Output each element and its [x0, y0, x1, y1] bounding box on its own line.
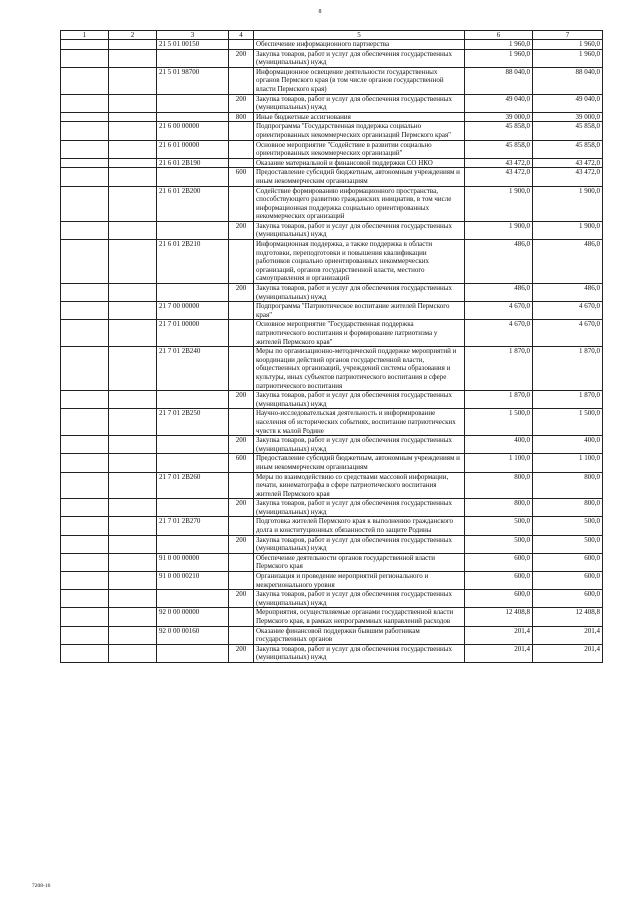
amount-cell: 12 408,8 [533, 608, 603, 626]
target-code-cell [157, 499, 229, 517]
expense-type-cell: 200 [229, 499, 254, 517]
target-code-cell: 21 6 01 2В210 [157, 240, 229, 284]
amount-cell: 201,4 [533, 626, 603, 644]
empty-cell [109, 284, 157, 302]
table-row [61, 221, 603, 239]
table-row [61, 94, 603, 112]
empty-cell [109, 472, 157, 499]
item-name-cell: Основное мероприятие "Содействие в развитии социально ориентированных некоммерческих организаций" [254, 140, 465, 158]
expense-type-cell [229, 626, 254, 644]
target-code-cell: 21 6 01 2В190 [157, 158, 229, 168]
amount-cell: 1 900,0 [533, 221, 603, 239]
target-code-cell [157, 168, 229, 186]
empty-cell [61, 391, 109, 409]
expense-type-cell [229, 472, 254, 499]
item-name-cell: Обеспечение деятельности органов государственной власти Пермского края [254, 553, 465, 571]
expense-type-cell [229, 140, 254, 158]
empty-cell [61, 626, 109, 644]
page-number: 8 [318, 9, 322, 15]
empty-cell [61, 553, 109, 571]
target-code-cell: 92 0 00 00000 [157, 608, 229, 626]
amount-cell: 49 040,0 [465, 94, 533, 112]
expense-type-cell: 800 [229, 112, 254, 122]
target-code-cell [157, 644, 229, 662]
amount-cell: 39 000,0 [533, 112, 603, 122]
empty-cell [109, 608, 157, 626]
target-code-cell: 21 7 01 2В270 [157, 517, 229, 535]
amount-cell: 1 500,0 [465, 409, 533, 436]
empty-cell [61, 535, 109, 553]
empty-cell [61, 284, 109, 302]
amount-cell: 1 870,0 [465, 347, 533, 391]
item-name-cell: Предоставление субсидий бюджетным, автономным учреждениям и иным некоммерческим организациям [254, 168, 465, 186]
amount-cell: 500,0 [465, 517, 533, 535]
table-row [61, 140, 603, 158]
column-number: 1 [61, 31, 109, 40]
table-row [61, 590, 603, 608]
table-row [61, 67, 603, 94]
amount-cell: 486,0 [533, 284, 603, 302]
expense-type-cell: 200 [229, 94, 254, 112]
empty-cell [61, 49, 109, 67]
table-row [61, 409, 603, 436]
empty-cell [61, 644, 109, 662]
item-name-cell: Информационное освещение деятельности государственных органов Пермского края (в том числе органов государственной власти Пермского края) [254, 67, 465, 94]
empty-cell [109, 436, 157, 454]
table-row [61, 284, 603, 302]
empty-cell [61, 140, 109, 158]
expense-type-cell: 200 [229, 535, 254, 553]
empty-cell [61, 240, 109, 284]
empty-cell [61, 608, 109, 626]
empty-cell [61, 472, 109, 499]
target-code-cell [157, 94, 229, 112]
amount-cell: 4 670,0 [465, 302, 533, 320]
table-row [61, 535, 603, 553]
item-name-cell: Основное мероприятие "Государственная поддержка патриотического воспитания и формирование патриотизма у жителей Пермского края" [254, 320, 465, 347]
table-row [61, 186, 603, 221]
expense-type-cell: 600 [229, 454, 254, 472]
empty-cell [109, 535, 157, 553]
item-name-cell: Содействие формированию информационного пространства, способствующего развитию гражданских инициатив, в том числе информационная поддержка социально ориентированных некоммерческих организаций [254, 186, 465, 221]
empty-cell [109, 112, 157, 122]
empty-cell [109, 49, 157, 67]
amount-cell: 600,0 [533, 590, 603, 608]
empty-cell [109, 67, 157, 94]
target-code-cell [157, 49, 229, 67]
amount-cell: 1 960,0 [465, 49, 533, 67]
expense-type-cell [229, 517, 254, 535]
empty-cell [61, 94, 109, 112]
table-row [61, 436, 603, 454]
expense-type-cell [229, 122, 254, 140]
target-code-cell [157, 284, 229, 302]
amount-cell: 486,0 [465, 240, 533, 284]
amount-cell: 201,4 [465, 644, 533, 662]
expense-type-cell [229, 572, 254, 590]
amount-cell: 1 900,0 [465, 186, 533, 221]
target-code-cell: 21 5 01 00150 [157, 40, 229, 50]
expense-type-cell [229, 158, 254, 168]
amount-cell: 1 960,0 [533, 40, 603, 50]
table-row [61, 608, 603, 626]
table-row [61, 240, 603, 284]
budget-table [60, 30, 603, 663]
empty-cell [61, 122, 109, 140]
empty-cell [61, 40, 109, 50]
empty-cell [61, 112, 109, 122]
amount-cell: 1 100,0 [465, 454, 533, 472]
amount-cell: 1 900,0 [533, 186, 603, 221]
expense-type-cell: 200 [229, 391, 254, 409]
expense-type-cell [229, 608, 254, 626]
item-name-cell: Закупка товаров, работ и услуг для обеспечения государственных (муниципальных) нужд [254, 284, 465, 302]
target-code-cell [157, 221, 229, 239]
amount-cell: 1 960,0 [465, 40, 533, 50]
amount-cell: 400,0 [465, 436, 533, 454]
empty-cell [109, 553, 157, 571]
empty-cell [61, 499, 109, 517]
amount-cell: 201,4 [533, 644, 603, 662]
empty-cell [61, 590, 109, 608]
empty-cell [109, 454, 157, 472]
target-code-cell: 91 0 00 00000 [157, 553, 229, 571]
footer-code: 7208-16 [32, 883, 51, 889]
empty-cell [109, 626, 157, 644]
amount-cell: 500,0 [465, 535, 533, 553]
empty-cell [61, 517, 109, 535]
empty-cell [61, 302, 109, 320]
empty-cell [61, 572, 109, 590]
table-row [61, 454, 603, 472]
amount-cell: 1 100,0 [533, 454, 603, 472]
amount-cell: 800,0 [465, 499, 533, 517]
expense-type-cell: 600 [229, 168, 254, 186]
amount-cell: 201,4 [465, 626, 533, 644]
table-row [61, 112, 603, 122]
target-code-cell: 21 7 01 2В240 [157, 347, 229, 391]
item-name-cell: Меры по взаимодействию со средствами массовой информации, печати, кинематографа в сфере патриотического воспитания жителей Пермского края [254, 472, 465, 499]
expense-type-cell [229, 409, 254, 436]
empty-cell [109, 122, 157, 140]
target-code-cell: 21 6 00 00000 [157, 122, 229, 140]
empty-cell [61, 454, 109, 472]
item-name-cell: Подпрограмма "Патриотическое воспитание жителей Пермского края" [254, 302, 465, 320]
expense-type-cell: 200 [229, 49, 254, 67]
item-name-cell: Закупка товаров, работ и услуг для обеспечения государственных (муниципальных) нужд [254, 221, 465, 239]
empty-cell [109, 644, 157, 662]
table-row [61, 472, 603, 499]
amount-cell: 1 900,0 [465, 221, 533, 239]
empty-cell [109, 168, 157, 186]
amount-cell: 400,0 [533, 436, 603, 454]
amount-cell: 88 040,0 [533, 67, 603, 94]
table-row [61, 644, 603, 662]
empty-cell [109, 517, 157, 535]
amount-cell: 1 960,0 [533, 49, 603, 67]
amount-cell: 486,0 [465, 284, 533, 302]
empty-cell [109, 499, 157, 517]
empty-cell [109, 409, 157, 436]
item-name-cell: Научно-исследовательская деятельность и информирование населения об исторических событиях, воспитание патриотических чувств к малой Родине [254, 409, 465, 436]
expense-type-cell [229, 302, 254, 320]
amount-cell: 4 670,0 [533, 302, 603, 320]
expense-type-cell: 200 [229, 284, 254, 302]
target-code-cell [157, 454, 229, 472]
amount-cell: 88 040,0 [465, 67, 533, 94]
item-name-cell: Организация и проведение мероприятий регионального и межрегионального уровня [254, 572, 465, 590]
table-row [61, 626, 603, 644]
expense-type-cell: 200 [229, 221, 254, 239]
target-code-cell: 21 7 01 2В260 [157, 472, 229, 499]
amount-cell: 800,0 [533, 499, 603, 517]
amount-cell: 1 500,0 [533, 409, 603, 436]
expense-type-cell [229, 186, 254, 221]
table-row [61, 49, 603, 67]
target-code-cell [157, 112, 229, 122]
item-name-cell: Закупка товаров, работ и услуг для обеспечения государственных (муниципальных) нужд [254, 499, 465, 517]
target-code-cell: 21 5 01 98700 [157, 67, 229, 94]
expense-type-cell: 200 [229, 436, 254, 454]
target-code-cell: 21 6 01 2В200 [157, 186, 229, 221]
table-row [61, 553, 603, 571]
amount-cell: 45 858,0 [465, 140, 533, 158]
amount-cell: 49 040,0 [533, 94, 603, 112]
table-row [61, 40, 603, 50]
target-code-cell: 21 7 01 2В250 [157, 409, 229, 436]
amount-cell: 39 000,0 [465, 112, 533, 122]
empty-cell [109, 140, 157, 158]
item-name-cell: Мероприятия, осуществляемые органами государственной власти Пермского края, в рамках непрограммных направлений расходов [254, 608, 465, 626]
empty-cell [61, 347, 109, 391]
column-number: 6 [465, 31, 533, 40]
table-row [61, 572, 603, 590]
empty-cell [61, 221, 109, 239]
table-row [61, 320, 603, 347]
item-name-cell: Иные бюджетные ассигнования [254, 112, 465, 122]
amount-cell: 4 670,0 [533, 320, 603, 347]
empty-cell [109, 186, 157, 221]
target-code-cell: 21 7 00 00000 [157, 302, 229, 320]
table-row [61, 347, 603, 391]
amount-cell: 600,0 [465, 572, 533, 590]
table-row [61, 302, 603, 320]
table-row [61, 122, 603, 140]
table-row [61, 499, 603, 517]
target-code-cell [157, 535, 229, 553]
table-row [61, 158, 603, 168]
empty-cell [109, 40, 157, 50]
amount-cell: 1 870,0 [533, 391, 603, 409]
expense-type-cell: 200 [229, 590, 254, 608]
item-name-cell: Закупка товаров, работ и услуг для обеспечения государственных (муниципальных) нужд [254, 535, 465, 553]
item-name-cell: Закупка товаров, работ и услуг для обеспечения государственных (муниципальных) нужд [254, 436, 465, 454]
target-code-cell [157, 590, 229, 608]
item-name-cell: Оказание материальной и финансовой поддержки СО НКО [254, 158, 465, 168]
table-row [61, 391, 603, 409]
amount-cell: 600,0 [465, 553, 533, 571]
column-number: 3 [157, 31, 229, 40]
amount-cell: 486,0 [533, 240, 603, 284]
item-name-cell: Закупка товаров, работ и услуг для обеспечения государственных (муниципальных) нужд [254, 49, 465, 67]
item-name-cell: Обеспечение информационного партнерства [254, 40, 465, 50]
item-name-cell: Закупка товаров, работ и услуг для обеспечения государственных (муниципальных) нужд [254, 94, 465, 112]
empty-cell [109, 320, 157, 347]
expense-type-cell [229, 347, 254, 391]
amount-cell: 43 472,0 [465, 158, 533, 168]
amount-cell: 43 472,0 [533, 168, 603, 186]
amount-cell: 45 858,0 [465, 122, 533, 140]
empty-cell [109, 347, 157, 391]
amount-cell: 600,0 [465, 590, 533, 608]
item-name-cell: Подготовка жителей Пермского края к выполнению гражданского долга и конституционных обязанностей по защите Родины [254, 517, 465, 535]
item-name-cell: Закупка товаров, работ и услуг для обеспечения государственных (муниципальных) нужд [254, 644, 465, 662]
item-name-cell: Меры по организационно-методической поддержке мероприятий и координации действий органов государственной власти, общественных организаций, учреждений системы образования и культуры, иных субъектов патриотического воспитания в сфере патриотического воспитания [254, 347, 465, 391]
amount-cell: 1 870,0 [533, 347, 603, 391]
empty-cell [109, 94, 157, 112]
empty-cell [109, 221, 157, 239]
item-name-cell: Закупка товаров, работ и услуг для обеспечения государственных (муниципальных) нужд [254, 391, 465, 409]
table-row [61, 168, 603, 186]
target-code-cell: 21 6 01 00000 [157, 140, 229, 158]
empty-cell [109, 158, 157, 168]
table-header-row [61, 31, 603, 40]
empty-cell [61, 320, 109, 347]
empty-cell [61, 186, 109, 221]
item-name-cell: Оказание финансовой поддержки бывшим работникам государственных органов [254, 626, 465, 644]
empty-cell [61, 67, 109, 94]
column-number: 4 [229, 31, 254, 40]
expense-type-cell [229, 240, 254, 284]
amount-cell: 45 858,0 [533, 140, 603, 158]
expense-type-cell: 200 [229, 644, 254, 662]
column-number: 5 [254, 31, 465, 40]
empty-cell [109, 240, 157, 284]
expense-type-cell [229, 320, 254, 347]
empty-cell [61, 436, 109, 454]
empty-cell [61, 158, 109, 168]
item-name-cell: Информационная поддержка, а также поддержка в области подготовки, переподготовки и повышения квалификации работников социально ориентированных некоммерческих организаций, органов государственной власти, местного самоуправления и организаций [254, 240, 465, 284]
amount-cell: 500,0 [533, 535, 603, 553]
item-name-cell: Предоставление субсидий бюджетным, автономным учреждениям и иным некоммерческим организациям [254, 454, 465, 472]
amount-cell: 500,0 [533, 517, 603, 535]
empty-cell [109, 572, 157, 590]
amount-cell: 800,0 [465, 472, 533, 499]
item-name-cell: Подпрограмма "Государственная поддержка социально ориентированных некоммерческих организаций Пермского края" [254, 122, 465, 140]
expense-type-cell [229, 40, 254, 50]
amount-cell: 12 408,8 [465, 608, 533, 626]
column-number: 2 [109, 31, 157, 40]
amount-cell: 4 670,0 [465, 320, 533, 347]
empty-cell [109, 302, 157, 320]
empty-cell [61, 409, 109, 436]
empty-cell [61, 168, 109, 186]
empty-cell [109, 391, 157, 409]
amount-cell: 800,0 [533, 472, 603, 499]
item-name-cell: Закупка товаров, работ и услуг для обеспечения государственных (муниципальных) нужд [254, 590, 465, 608]
amount-cell: 43 472,0 [533, 158, 603, 168]
amount-cell: 1 870,0 [465, 391, 533, 409]
amount-cell: 600,0 [533, 572, 603, 590]
target-code-cell: 92 0 00 00160 [157, 626, 229, 644]
target-code-cell: 21 7 01 00000 [157, 320, 229, 347]
expense-type-cell [229, 67, 254, 94]
target-code-cell [157, 391, 229, 409]
empty-cell [109, 590, 157, 608]
column-number: 7 [533, 31, 603, 40]
amount-cell: 600,0 [533, 553, 603, 571]
amount-cell: 43 472,0 [465, 168, 533, 186]
table-row [61, 517, 603, 535]
expense-type-cell [229, 553, 254, 571]
target-code-cell [157, 436, 229, 454]
amount-cell: 45 858,0 [533, 122, 603, 140]
target-code-cell: 91 0 00 00210 [157, 572, 229, 590]
